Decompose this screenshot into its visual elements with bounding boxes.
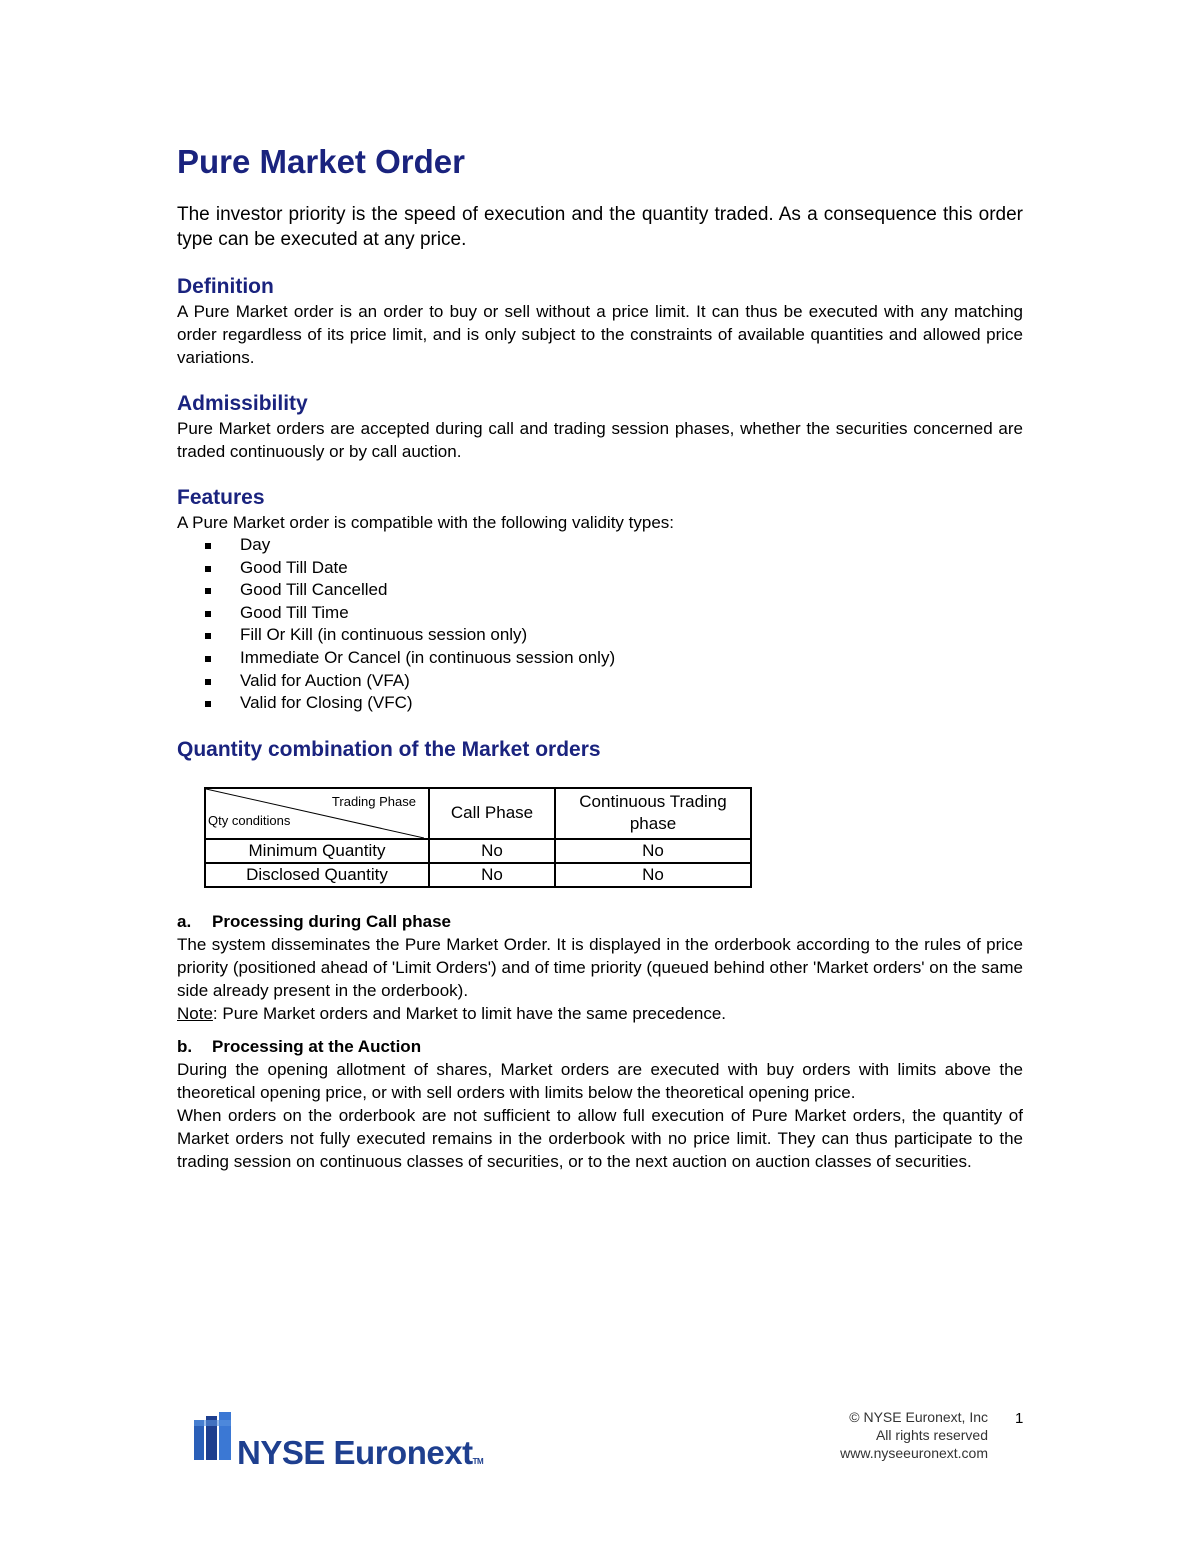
intro-paragraph: The investor priority is the speed of execution and the quantity traded. As a consequence this order type can be executed at any price. [177,204,1023,250]
footer-info [840,1408,988,1462]
processing-call-text: The system disseminates the Pure Market Order. It is displayed in the orderbook according to the rules of price priority (positioned ahead of 'Limit Orders') and of time priority (queued behind other 'Market orders' on the same side already present in the orderbook). [177,934,1023,1000]
note-paragraph [177,1002,1023,1025]
processing-call-heading [177,910,1023,933]
list-item: Good Till Date [205,557,1023,580]
definition-section [177,274,1023,369]
logo-trademark: TM [472,1457,484,1466]
processing-auction-text-1: During the opening allotment of shares, Market orders are executed with buy orders with limits above the theoretical opening price, or with sell orders with limits below the theoretical opening price. [177,1059,1023,1102]
processing-auction-text-2: When orders on the orderbook are not sufficient to allow full execution of Pure Market orders, the quantity of Market orders not fully executed remains in the orderbook with no price limit. They can thus participate to the trading session on continuous classes of securities, or to the next auction on auction classes of securities. [177,1105,1023,1171]
subheading-text: Processing at the Auction [212,1036,422,1056]
rights-text: All rights reserved [875,1427,988,1443]
list-item: Day [205,534,1023,557]
logo-wordmark [237,1434,483,1472]
table-cell: No [429,863,555,887]
admissibility-heading: Admissibility [177,392,308,415]
document-page [177,140,1023,1173]
page-number: 1 [1015,1410,1024,1427]
corner-top-label: Trading Phase [331,793,416,809]
admissibility-text: Pure Market orders are accepted during call and trading session phases, whether the securities concerned are traded continuously or by call auction. [177,419,1023,461]
features-text: A Pure Market order is compatible with the following validity types: [177,513,675,532]
quantity-section [177,737,1023,888]
definition-heading: Definition [177,275,274,298]
list-item: Fill Or Kill (in continuous session only) [205,624,1023,647]
note-label: Note [177,1003,213,1023]
row-label: Disclosed Quantity [205,863,429,887]
subheading-text: Processing during Call phase [212,911,452,931]
table-row [205,839,751,863]
page-title: Pure Market Order [177,143,465,180]
admissibility-section [177,391,1023,463]
list-item: Valid for Auction (VFA) [205,670,1023,693]
corner-bottom-label: Qty conditions [208,812,291,828]
quantity-heading: Quantity combination of the Market orders [177,737,601,761]
website-link[interactable]: www.nyseeuronext.com [840,1445,988,1461]
column-header: Continuous Trading phase [555,788,751,839]
logo-text: NYSE Euronext [237,1434,473,1471]
logo-mark-icon [192,1412,236,1464]
subheading-letter: b. [177,1036,193,1056]
processing-auction-heading [177,1035,1023,1058]
features-heading: Features [177,486,265,509]
row-label: Minimum Quantity [205,839,429,863]
copyright-text: © NYSE Euronext, Inc [849,1409,988,1425]
list-item: Valid for Closing (VFC) [205,692,1023,715]
table-cell: No [555,863,751,887]
table-row [205,863,751,887]
list-item: Good Till Cancelled [205,579,1023,602]
table-corner-cell [205,788,429,839]
table-cell: No [555,839,751,863]
column-header: Call Phase [429,788,555,839]
definition-text: A Pure Market order is an order to buy or sell without a price limit. It can thus be executed with any matching order regardless of its price limit, and is only subject to the constraints of available quantities and allowed price variations. [177,302,1023,367]
features-section [177,485,1023,715]
table-cell: No [429,839,555,863]
quantity-table [204,787,752,888]
note-text: : Pure Market orders and Market to limit have the same precedence. [212,1003,726,1023]
validity-types-list [177,534,1023,715]
subheading-letter: a. [177,911,192,931]
nyse-euronext-logo [192,1408,492,1478]
list-item: Immediate Or Cancel (in continuous session only) [205,647,1023,670]
list-item: Good Till Time [205,602,1023,625]
